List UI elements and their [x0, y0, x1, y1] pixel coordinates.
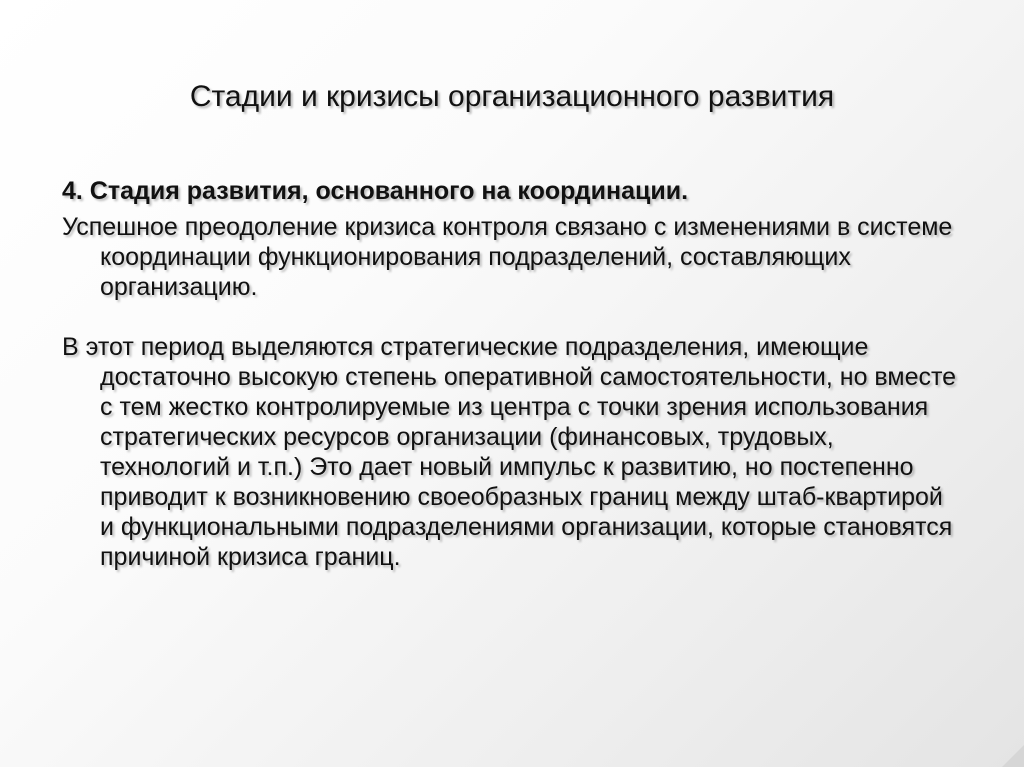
slide-body: [62, 176, 962, 572]
page-corner-decoration: [1002, 745, 1024, 767]
paragraph-control-crisis: Успешное преодоление кризиса контроля связано с изменениями в системе координации функционирования подразделений, составляющих организацию.: [62, 213, 953, 301]
stage-heading: 4. Стадия развития, основанного на координации.: [62, 177, 689, 205]
paragraph-strategic-units: В этот период выделяются стратегические подразделения, имеющие достаточно высокую степень оперативной самостоятельности, но вместе с тем жестко контролируемые из центра с точки зрения использования стратегических ресурсов организации (финансовых, трудовых, технологий и т.п.) Это дает новый импульс к развитию, но постепенно приводит к возникновению своеобразных границ между штаб-квартирой и функциональными подразделениями организации, которые становятся причиной кризиса границ.: [62, 333, 957, 571]
slide-title: Стадии и кризисы организационного развития: [189, 80, 835, 113]
